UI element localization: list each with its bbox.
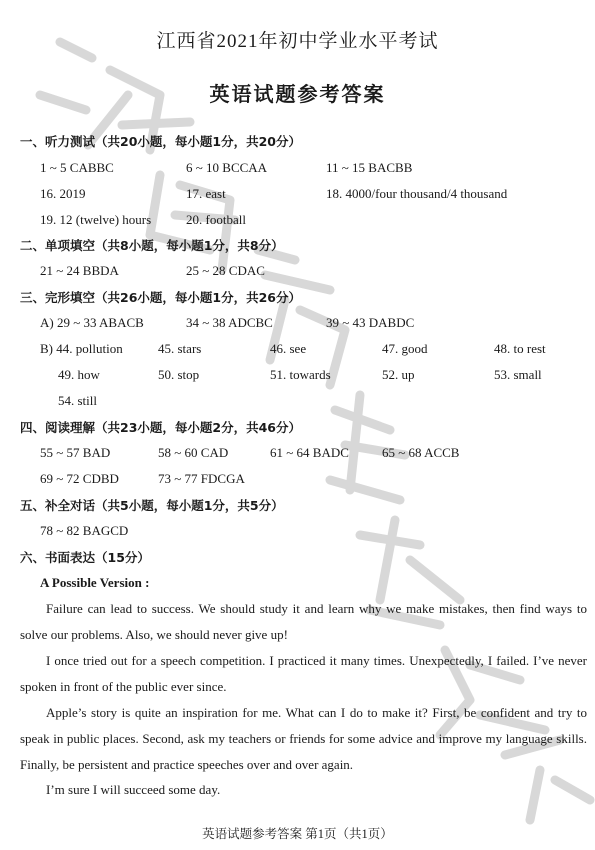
answer-item: A) 29 ~ 33 ABACB bbox=[40, 315, 144, 330]
watermark-stroke bbox=[350, 395, 360, 490]
answer-item: 17. east bbox=[186, 186, 226, 201]
answer-key-title: 英语试题参考答案 bbox=[209, 82, 386, 106]
answer-item: 20. football bbox=[186, 212, 246, 227]
answer-item: 61 ~ 64 BADC bbox=[270, 445, 349, 460]
answer-item: 73 ~ 77 FDCGA bbox=[158, 471, 245, 486]
section-heading-single-choice: 二、单项填空（共8小题，每小题1分，共8分） bbox=[20, 238, 284, 253]
answer-item: 51. towards bbox=[270, 367, 331, 382]
watermark-stroke bbox=[380, 520, 395, 600]
section-heading-cloze: 三、完形填空（共26小题，每小题1分，共26分） bbox=[20, 290, 301, 305]
exam-title: 江西省2021年初中学业水平考试 bbox=[156, 31, 439, 52]
section-heading-dialogue: 五、补全对话（共5小题，每小题1分，共5分） bbox=[20, 498, 284, 513]
section-heading-reading: 四、阅读理解（共23小题，每小题2分，共46分） bbox=[20, 420, 301, 435]
answer-item: 69 ~ 72 CDBD bbox=[40, 471, 119, 486]
watermark-stroke bbox=[122, 122, 190, 125]
answer-item: 58 ~ 60 CAD bbox=[158, 445, 229, 460]
page-footer: 英语试题参考答案 第1页（共1页） bbox=[202, 827, 393, 841]
answer-item: 78 ~ 82 BAGCD bbox=[40, 523, 129, 538]
answer-item: 25 ~ 28 CDAC bbox=[186, 263, 265, 278]
answer-item: 1 ~ 5 CABBC bbox=[40, 160, 114, 175]
watermark-stroke bbox=[330, 480, 400, 500]
answer-item: 49. how bbox=[58, 367, 100, 382]
answer-item: 39 ~ 43 DABDC bbox=[326, 315, 415, 330]
answer-item: 53. small bbox=[494, 367, 542, 382]
answer-item: 52. up bbox=[382, 367, 415, 382]
answer-item: 54. still bbox=[58, 393, 98, 408]
essay-paragraph: I’m sure I will succeed some day. bbox=[46, 782, 221, 797]
answer-item: B) 44. pollution bbox=[40, 341, 123, 356]
answer-item: 34 ~ 38 ADCBC bbox=[186, 315, 273, 330]
answer-item: 6 ~ 10 BCCAA bbox=[186, 160, 268, 175]
answer-item: 16. 2019 bbox=[40, 186, 86, 201]
watermark-stroke bbox=[410, 560, 460, 600]
answer-item: 19. 12 (twelve) hours bbox=[40, 212, 152, 227]
essay-paragraph: Apple’s story is quite an inspiration for me. What can I do to make it? First, be confident and try to speak in public places. Second, ask my teachers or friends for some advice and improve my language skills. Finally, be persistent and practice speeches over and over again. bbox=[20, 705, 587, 772]
answer-item: 45. stars bbox=[158, 341, 202, 356]
answer-item: 65 ~ 68 ACCB bbox=[382, 445, 460, 460]
section-heading-writing: 六、书面表达（15分） bbox=[20, 550, 150, 565]
answer-item: 55 ~ 57 BAD bbox=[40, 445, 111, 460]
watermark-stroke bbox=[360, 535, 420, 545]
answer-item: 11 ~ 15 BACBB bbox=[326, 160, 413, 175]
answer-item: 47. good bbox=[382, 341, 428, 356]
answer-item: 21 ~ 24 BBDA bbox=[40, 263, 119, 278]
essay-paragraph: I once tried out for a speech competition. I practiced it many times. Unexpectedly, I failed. I’ve never spoken in front of the public ever since. bbox=[20, 653, 587, 694]
answer-item: 18. 4000/four thousand/4 thousand bbox=[326, 186, 508, 201]
essay-label: A Possible Version : bbox=[40, 575, 150, 590]
answer-item: 48. to rest bbox=[494, 341, 546, 356]
section-heading-listening: 一、听力测试（共20小题，每小题1分，共20分） bbox=[20, 134, 301, 149]
answer-item: 50. stop bbox=[158, 367, 200, 382]
answer-item: 46. see bbox=[270, 341, 307, 356]
essay-paragraph: Failure can lead to success. We should study it and learn why we make mistakes, then find ways to solve our problems. Also, we should never give up! bbox=[20, 601, 587, 642]
watermark-stroke bbox=[335, 410, 390, 430]
